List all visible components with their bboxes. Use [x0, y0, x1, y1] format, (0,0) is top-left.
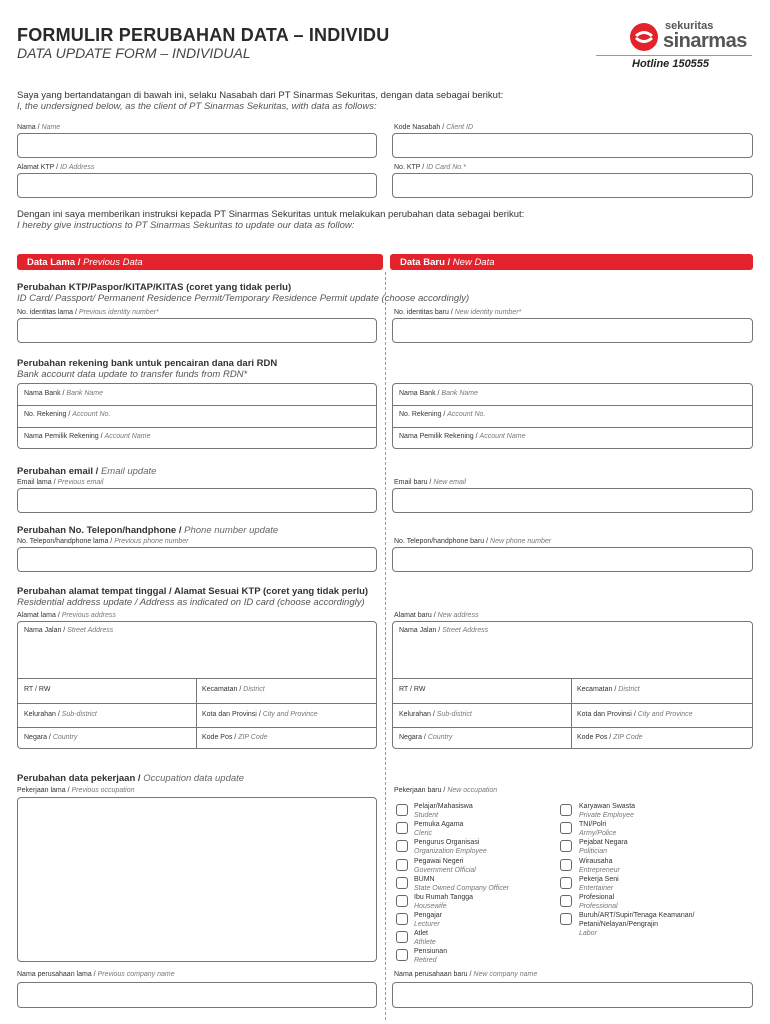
new-email-field[interactable] [392, 488, 753, 513]
new-account-name-label: Nama Pemilik Rekening / Account Name [399, 433, 526, 440]
id-address-label: Alamat KTP / ID Address [17, 164, 95, 171]
checkbox-politician[interactable] [560, 840, 572, 852]
new-address-table[interactable] [392, 621, 753, 749]
row-divider [393, 427, 752, 428]
old-subdistrict-label: Kelurahan / Sub-district [24, 711, 97, 718]
option-bumn: BUMN State Owned Company Officer [414, 876, 509, 892]
column-divider [385, 272, 386, 1020]
new-id-label: No. identitas baru / New identity number* [394, 309, 522, 316]
old-email-field[interactable] [17, 488, 377, 513]
new-data-header: Data Baru / New Data [390, 254, 753, 270]
column-divider [571, 678, 572, 748]
id-card-field[interactable] [392, 173, 753, 198]
checkbox-retired[interactable] [396, 949, 408, 961]
new-id-field[interactable] [392, 318, 753, 343]
checkbox-cleric[interactable] [396, 822, 408, 834]
new-company-label: Nama perusahaan baru / New company name [394, 971, 538, 978]
option-army-police: TNI/Polri Army/Police [579, 821, 617, 837]
option-athlete: Atlet Athlete [414, 930, 436, 946]
new-phone-field[interactable] [392, 547, 753, 572]
old-account-no-label: No. Rekening / Account No. [24, 411, 111, 418]
checkbox-professional[interactable] [560, 895, 572, 907]
row-divider [393, 727, 752, 728]
checkbox-entrepreneur[interactable] [560, 859, 572, 871]
option-housewife: Ibu Rumah Tangga Housewife [414, 894, 474, 910]
page-subtitle: DATA UPDATE FORM – INDIVIDUAL [17, 45, 251, 61]
hotline: Hotline 150555 [632, 58, 710, 70]
old-phone-field[interactable] [17, 547, 377, 572]
ktp-section-subtitle: ID Card/ Passport/ Permanent Residence Permit/Temporary Residence Permit update (choose accordingly) [17, 293, 470, 304]
row-divider [393, 703, 752, 704]
option-politician: Pejabat Negara Politician [579, 839, 628, 855]
bank-section-title: Perubahan rekening bank untuk pencairan dana dari RDN [17, 358, 278, 369]
option-organization-employee: Pengurus Organisasi Organization Employee [414, 839, 487, 855]
id-card-label: No. KTP / ID Card No.* [394, 164, 466, 171]
name-field[interactable] [17, 133, 377, 158]
row-divider [18, 703, 376, 704]
checkbox-student[interactable] [396, 804, 408, 816]
intro-text-en: I, the undersigned below, as the client of PT Sinarmas Sekuritas, with data as follows: [17, 101, 377, 112]
checkbox-entertainer[interactable] [560, 877, 572, 889]
old-company-field[interactable] [17, 982, 377, 1008]
address-section-subtitle: Residential address update / Address as indicated on ID card (choose accordingly) [17, 597, 365, 608]
old-country-label: Negara / Country [24, 734, 78, 741]
option-entertainer: Pekerja Seni Entertainer [579, 876, 619, 892]
logo-divider [596, 55, 752, 56]
new-subdistrict-label: Kelurahan / Sub-district [399, 711, 472, 718]
option-government-official: Pegawai Negeri Government Official [414, 858, 476, 874]
new-rtrw-label: RT / RW [399, 686, 426, 693]
intro-text: Saya yang bertandatangan di bawah ini, selaku Nasabah dari PT Sinarmas Sekuritas, dengan data sebagai berikut: [17, 90, 504, 101]
new-zip-label: Kode Pos / ZIP Code [577, 734, 643, 741]
checkbox-labor[interactable] [560, 913, 572, 925]
checkbox-government-official[interactable] [396, 859, 408, 871]
old-id-label: No. identitas lama / Previous identity number* [17, 309, 159, 316]
option-lecturer: Pengajar Lecturer [414, 912, 443, 928]
id-address-field[interactable] [17, 173, 377, 198]
new-street-label: Nama Jalan / Street Address [399, 627, 489, 634]
email-section-title: Perubahan email / Email update [17, 466, 157, 477]
new-company-field[interactable] [392, 982, 753, 1008]
name-label: Nama / Name [17, 124, 61, 131]
option-student: Pelajar/Mahasiswa Student [414, 803, 473, 819]
option-entrepreneur: Wirausaha Entrepreneur [579, 858, 620, 874]
old-district-label: Kecamatan / District [202, 686, 265, 693]
old-occupation-label: Pekerjaan lama / Previous occupation [17, 787, 135, 794]
old-email-label: Email lama / Previous email [17, 479, 104, 486]
new-account-no-label: No. Rekening / Account No. [399, 411, 486, 418]
old-phone-label: No. Telepon/handphone lama / Previous phone number [17, 538, 189, 545]
company-logo [629, 20, 753, 54]
checkbox-organization-employee[interactable] [396, 840, 408, 852]
new-occupation-label: Pekerjaan baru / New occupation [394, 787, 498, 794]
old-occupation-field[interactable] [17, 797, 377, 962]
phone-section-title: Perubahan No. Telepon/handphone / Phone number update [17, 525, 279, 536]
old-zip-label: Kode Pos / ZIP Code [202, 734, 268, 741]
client-id-label: Kode Nasabah / Client ID [394, 124, 474, 131]
ktp-section-title: Perubahan KTP/Paspor/KITAP/KITAS (coret yang tidak perlu) [17, 282, 292, 293]
new-city-label: Kota dan Provinsi / City and Province [577, 711, 693, 718]
client-id-field[interactable] [392, 133, 753, 158]
old-account-name-label: Nama Pemilik Rekening / Account Name [24, 433, 151, 440]
checkbox-athlete[interactable] [396, 931, 408, 943]
old-company-label: Nama perusahaan lama / Previous company name [17, 971, 175, 978]
option-professional: Profesional Professional [579, 894, 618, 910]
option-retired: Pensiunan Retired [414, 948, 448, 964]
old-street-label: Nama Jalan / Street Address [24, 627, 114, 634]
column-divider [196, 678, 197, 748]
option-private-employee: Karyawan Swasta Private Employee [579, 803, 636, 819]
occupation-section-title: Perubahan data pekerjaan / Occupation data update [17, 773, 245, 784]
instruction-text: Dengan ini saya memberikan instruksi kepada PT Sinarmas Sekuritas untuk melakukan perubahan data sebagai berikut: [17, 209, 525, 220]
row-divider [393, 405, 752, 406]
previous-data-header: Data Lama / Previous Data [17, 254, 383, 270]
new-email-label: Email baru / New email [394, 479, 466, 486]
checkbox-lecturer[interactable] [396, 913, 408, 925]
new-bank-name-label: Nama Bank / Bank Name [399, 390, 478, 397]
page-title: FORMULIR PERUBAHAN DATA – INDIVIDU [17, 25, 390, 45]
checkbox-army-police[interactable] [560, 822, 572, 834]
new-bank-table[interactable] [392, 383, 753, 449]
bank-section-subtitle: Bank account data update to transfer funds from RDN* [17, 369, 248, 380]
old-address-label: Alamat lama / Previous address [17, 612, 116, 619]
row-divider [18, 727, 376, 728]
address-section-title: Perubahan alamat tempat tinggal / Alamat Sesuai KTP (coret yang tidak perlu) [17, 586, 369, 597]
row-divider [18, 405, 376, 406]
old-bank-name-label: Nama Bank / Bank Name [24, 390, 103, 397]
logo-text-main: sinarmas [663, 30, 747, 52]
old-city-label: Kota dan Provinsi / City and Province [202, 711, 318, 718]
checkbox-housewife[interactable] [396, 895, 408, 907]
row-divider [393, 678, 752, 679]
new-phone-label: No. Telepon/handphone baru / New phone number [394, 538, 552, 545]
row-divider [18, 678, 376, 679]
checkbox-private-employee[interactable] [560, 804, 572, 816]
checkbox-bumn[interactable] [396, 877, 408, 889]
row-divider [18, 427, 376, 428]
option-labor: Buruh/ART/Supir/Tenaga Keamanan/ Petani/Nelayan/Pengrajin Labor [579, 912, 695, 937]
old-id-field[interactable] [17, 318, 377, 343]
new-address-label: Alamat baru / New address [394, 612, 479, 619]
new-country-label: Negara / Country [399, 734, 453, 741]
old-address-table[interactable] [17, 621, 377, 749]
old-bank-table[interactable] [17, 383, 377, 449]
old-rtrw-label: RT / RW [24, 686, 51, 693]
option-cleric: Pemuka Agama Cleric [414, 821, 464, 837]
instruction-text-en: I hereby give instructions to PT Sinarmas Sekuritas to update our data as follow: [17, 220, 355, 231]
logo-text-small: sekuritas [665, 20, 714, 32]
sinarmas-logo-icon [629, 22, 659, 52]
new-district-label: Kecamatan / District [577, 686, 640, 693]
